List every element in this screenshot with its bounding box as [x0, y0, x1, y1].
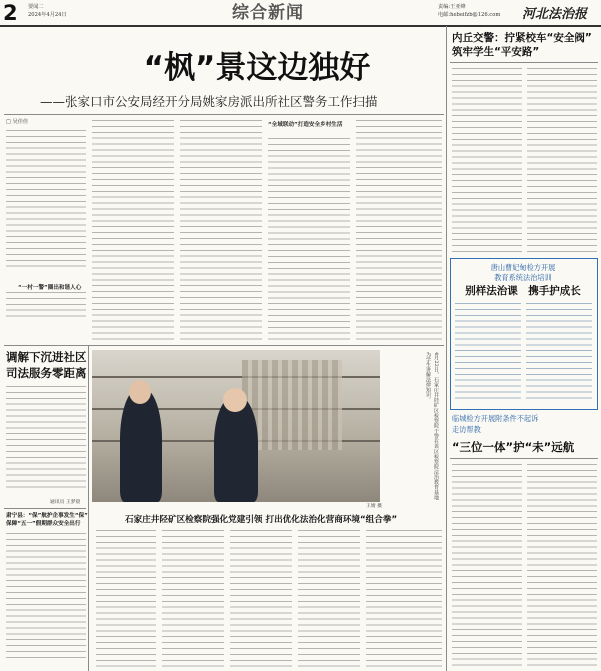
right-bottom-rule [450, 458, 598, 459]
main-article-col-1 [6, 130, 86, 268]
masthead-rule [0, 25, 601, 27]
main-article-col-1b [6, 292, 86, 318]
bottom-article-col-2 [162, 530, 224, 668]
right-top-title-1: 内丘交警：拧紧校车“安全阀” [452, 32, 592, 44]
right-box-col-2 [526, 303, 592, 403]
main-article-col-3 [180, 120, 262, 342]
section-title: 综合新闻 [232, 3, 304, 23]
email: 电邮:hebeifzb@126.com [438, 12, 501, 18]
main-subheadline: ——张家口市公安局经开分局姚家房派出所社区警务工作扫描 [40, 94, 378, 109]
main-article-col-2 [92, 120, 174, 342]
headline-rule [4, 114, 444, 115]
bottom-article-title: 石家庄井陉矿区检察院强化党建引领 打出优化法治化营商环境“组合拳” [125, 515, 398, 525]
left-article3-title-1: 肃宁县：“保”航护企事发生“保” [6, 513, 88, 519]
left-article2-title-2: 司法服务零距离 [6, 366, 87, 380]
left-article2-rule [4, 508, 86, 509]
left-col-divider [88, 346, 89, 671]
right-box-col-1 [455, 303, 521, 403]
left-article2-title-1: 调解下沉进社区 [6, 350, 87, 364]
right-bottom-kicker: 临城检方开展附条件不起诉 [452, 414, 539, 423]
right-top-title-2: 筑牢学生“平安路” [452, 46, 540, 58]
section-label: 要闻二 [28, 4, 44, 10]
left-article3-body [6, 533, 86, 663]
right-top-col-1 [452, 68, 522, 254]
left-article2-body [6, 386, 86, 492]
main-article-col-4 [268, 138, 350, 342]
right-top-col-2 [527, 68, 597, 254]
paper-logo: 河北法治报 [522, 7, 588, 22]
main-article-bottom-rule [4, 345, 444, 346]
photo-person-1 [120, 388, 162, 502]
page-number: 2 [3, 1, 18, 25]
main-headline: “枫”景这边独好 [143, 50, 371, 86]
bottom-article-col-1 [96, 530, 156, 668]
right-col-divider [446, 26, 447, 671]
right-top-rule [450, 62, 598, 63]
main-quote-2: “全域联动”打造安全乡村生活 [268, 122, 343, 128]
bottom-article-col-5 [366, 530, 442, 668]
editor: 责编:王亚峰 [438, 4, 466, 10]
right-box-title: 别样法治课 携手护成长 [465, 285, 581, 297]
main-quote-1: “一村一警”圈出和谐人心 [18, 285, 82, 291]
right-bottom-kicker-2: 走访帮教 [452, 425, 481, 434]
bottom-article-col-3 [230, 530, 292, 668]
main-author: □ 吴佳佳 [6, 119, 29, 125]
right-bottom-col-1 [452, 464, 522, 666]
right-box-kicker-2: 教育系统法治培训 [494, 273, 552, 282]
left-article2-byline: 通讯员 王梦晨 [50, 500, 81, 505]
left-article3-title-2: 保障“五一”假期群众安全出行 [6, 521, 81, 527]
right-bottom-title: “三位一体”护“未”远航 [452, 440, 575, 454]
right-box-kicker: 唐山曹妃甸检方开展 [490, 263, 556, 272]
photo-credit: 王婧 摄 [366, 504, 382, 509]
news-photo [92, 350, 380, 502]
bottom-article-col-4 [298, 530, 360, 668]
main-article-col-5 [356, 120, 442, 342]
right-bottom-col-2 [527, 464, 597, 666]
photo-caption: 4月22日，石家庄井陉矿区检察院干警在该区检察院法治教育基地为学生讲解法律知识。 [425, 352, 439, 500]
issue-date: 2024年4月24日 [28, 12, 67, 18]
